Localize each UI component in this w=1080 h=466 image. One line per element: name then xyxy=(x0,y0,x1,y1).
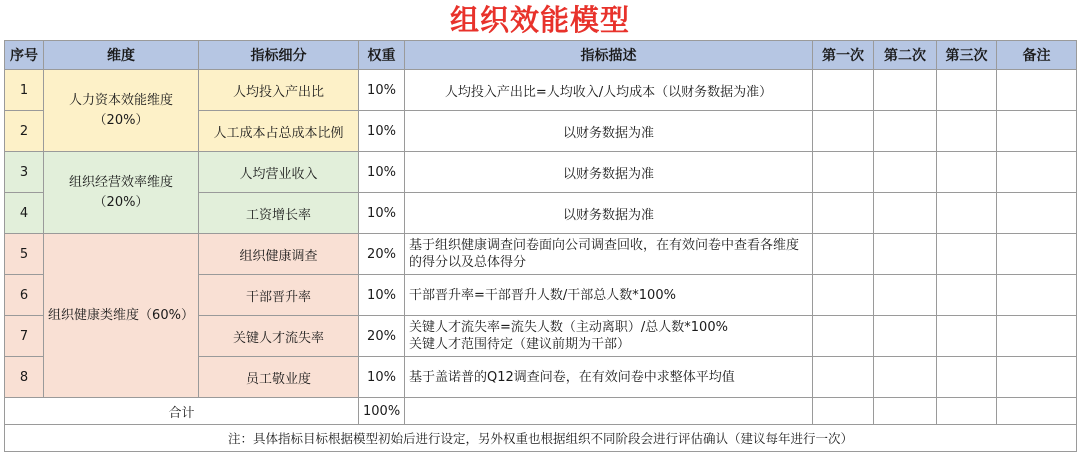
metric-cell: 人均投入产出比 xyxy=(199,70,359,111)
row-no: 8 xyxy=(5,357,44,398)
note-row xyxy=(5,425,1077,452)
total-third xyxy=(937,398,997,425)
header-weight: 权重 xyxy=(359,41,405,70)
first-cell[interactable] xyxy=(813,193,874,234)
row-no: 5 xyxy=(5,234,44,275)
metric-cell: 组织健康调查 xyxy=(199,234,359,275)
row-no: 4 xyxy=(5,193,44,234)
weight-cell: 20% xyxy=(359,234,405,275)
header-row xyxy=(5,41,1077,70)
description-cell: 以财务数据为准 xyxy=(405,111,813,152)
total-second xyxy=(874,398,937,425)
remark-cell[interactable] xyxy=(997,70,1077,111)
description-line: 关键人才范围待定（建议前期为干部） xyxy=(409,337,631,352)
weight-cell: 10% xyxy=(359,357,405,398)
remark-cell[interactable] xyxy=(997,234,1077,275)
third-cell[interactable] xyxy=(937,275,997,316)
metric-cell: 人均营业收入 xyxy=(199,152,359,193)
remark-cell[interactable] xyxy=(997,152,1077,193)
description-line: 关键人才流失率=流失人数（主动离职）/总人数*100% xyxy=(409,320,728,335)
remark-cell[interactable] xyxy=(997,316,1077,357)
header-description: 指标描述 xyxy=(405,41,813,70)
second-cell[interactable] xyxy=(874,234,937,275)
total-label: 合计 xyxy=(5,398,359,425)
second-cell[interactable] xyxy=(874,357,937,398)
description-cell: 干部晋升率=干部晋升人数/干部总人数*100% xyxy=(405,275,813,316)
second-cell[interactable] xyxy=(874,275,937,316)
remark-cell[interactable] xyxy=(997,193,1077,234)
metric-cell: 员工敬业度 xyxy=(199,357,359,398)
weight-cell: 20% xyxy=(359,316,405,357)
description-cell: 以财务数据为准 xyxy=(405,152,813,193)
third-cell[interactable] xyxy=(937,234,997,275)
dimension-cell: 组织健康类维度（60%） xyxy=(44,234,199,398)
total-description xyxy=(405,398,813,425)
first-cell[interactable] xyxy=(813,357,874,398)
metric-cell: 工资增长率 xyxy=(199,193,359,234)
header-remark: 备注 xyxy=(997,41,1077,70)
weight-cell: 10% xyxy=(359,70,405,111)
weight-cell: 10% xyxy=(359,193,405,234)
second-cell[interactable] xyxy=(874,111,937,152)
description-cell: 基于组织健康调查问卷面向公司调查回收，在有效问卷中查看各维度的得分以及总体得分 xyxy=(405,234,813,275)
header-dimension: 维度 xyxy=(44,41,199,70)
header-no: 序号 xyxy=(5,41,44,70)
remark-cell[interactable] xyxy=(997,357,1077,398)
header-metric: 指标细分 xyxy=(199,41,359,70)
first-cell[interactable] xyxy=(813,316,874,357)
description-cell: 人均投入产出比=人均收入/人均成本（以财务数据为准） xyxy=(405,70,813,111)
weight-cell: 10% xyxy=(359,152,405,193)
third-cell[interactable] xyxy=(937,70,997,111)
table-row xyxy=(5,70,1077,111)
first-cell[interactable] xyxy=(813,234,874,275)
total-weight: 100% xyxy=(359,398,405,425)
dimension-cell: 人力资本效能维度（20%） xyxy=(44,70,199,152)
third-cell[interactable] xyxy=(937,111,997,152)
row-no: 1 xyxy=(5,70,44,111)
total-remark xyxy=(997,398,1077,425)
third-cell[interactable] xyxy=(937,316,997,357)
second-cell[interactable] xyxy=(874,70,937,111)
second-cell[interactable] xyxy=(874,193,937,234)
row-no: 2 xyxy=(5,111,44,152)
third-cell[interactable] xyxy=(937,357,997,398)
total-first xyxy=(813,398,874,425)
header-third: 第三次 xyxy=(937,41,997,70)
metric-cell: 关键人才流失率 xyxy=(199,316,359,357)
description-cell: 基于盖诺普的Q12调查问卷，在有效问卷中求整体平均值 xyxy=(405,357,813,398)
first-cell[interactable] xyxy=(813,70,874,111)
description-cell xyxy=(405,316,813,357)
total-row xyxy=(5,398,1077,425)
weight-cell: 10% xyxy=(359,275,405,316)
table-row xyxy=(5,234,1077,275)
first-cell[interactable] xyxy=(813,111,874,152)
third-cell[interactable] xyxy=(937,152,997,193)
metric-cell: 人工成本占总成本比例 xyxy=(199,111,359,152)
third-cell[interactable] xyxy=(937,193,997,234)
metric-cell: 干部晋升率 xyxy=(199,275,359,316)
remark-cell[interactable] xyxy=(997,275,1077,316)
second-cell[interactable] xyxy=(874,316,937,357)
row-no: 3 xyxy=(5,152,44,193)
efficiency-model-table xyxy=(4,40,1077,452)
header-second: 第二次 xyxy=(874,41,937,70)
row-no: 6 xyxy=(5,275,44,316)
remark-cell[interactable] xyxy=(997,111,1077,152)
description-cell: 以财务数据为准 xyxy=(405,193,813,234)
table-row xyxy=(5,152,1077,193)
second-cell[interactable] xyxy=(874,152,937,193)
header-first: 第一次 xyxy=(813,41,874,70)
page-title: 组织效能模型 xyxy=(449,3,630,37)
row-no: 7 xyxy=(5,316,44,357)
dimension-cell: 组织经营效率维度（20%） xyxy=(44,152,199,234)
weight-cell: 10% xyxy=(359,111,405,152)
first-cell[interactable] xyxy=(813,152,874,193)
first-cell[interactable] xyxy=(813,275,874,316)
footnote: 注：具体指标目标根据模型初始后进行设定，另外权重也根据组织不同阶段会进行评估确认（建议每年进行一次） xyxy=(5,425,1077,452)
